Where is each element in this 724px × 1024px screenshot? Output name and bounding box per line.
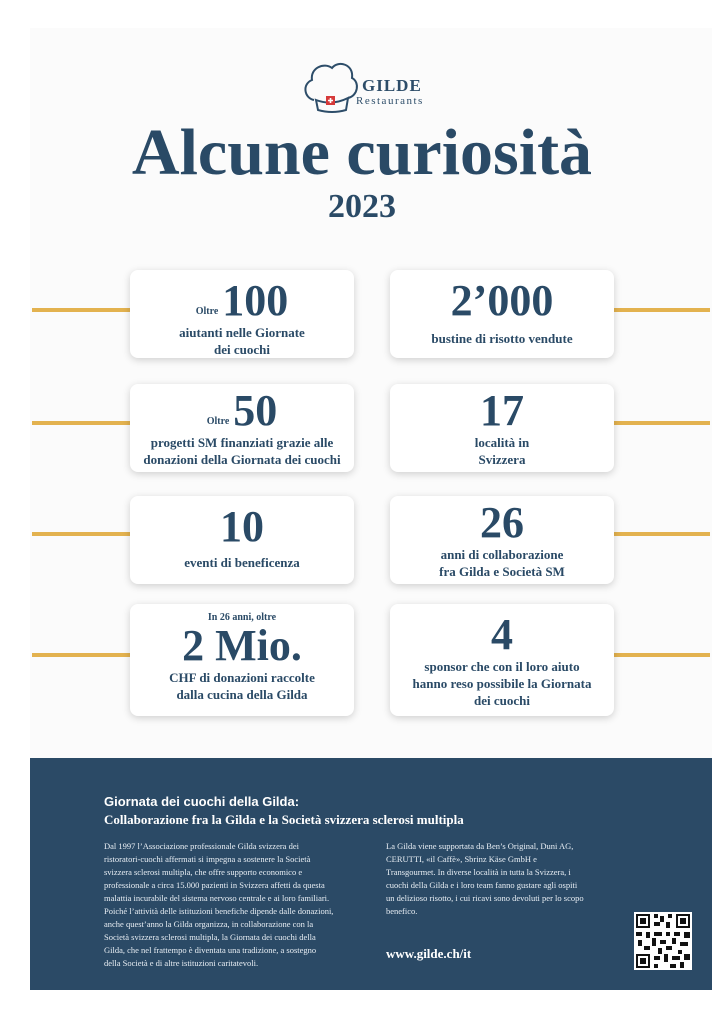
gold-line	[32, 532, 132, 536]
website-link[interactable]: www.gilde.ch/it	[386, 946, 472, 961]
stat-number: 100	[222, 276, 289, 325]
text-line: ristoratori-cuochi affermati si impegna a sostenere la Società	[104, 854, 311, 864]
stat-card	[130, 604, 354, 716]
stat-number: 4	[491, 610, 513, 659]
stat-description: aiutanti nelle Giornate	[179, 325, 305, 340]
stat-description: sponsor che con il loro aiuto	[424, 659, 580, 674]
gold-line	[612, 421, 710, 425]
text-line: Gilda, che nel frattempo è diventata una tradizione, a sostegno	[104, 945, 317, 955]
stat-description: eventi di beneficenza	[184, 555, 300, 570]
stat-prefix: In 26 anni, oltre	[207, 612, 277, 623]
stat-description: dei cuochi	[474, 693, 530, 708]
text-line: Poiché l’attività delle istituzioni benefiche dipende dalle donazioni,	[104, 906, 334, 916]
stat-number: 17	[480, 386, 524, 435]
page-year: 2023	[328, 188, 396, 225]
qr-code-icon[interactable]	[634, 912, 692, 970]
text-line: cuochi della Gilda e i loro team fanno gustare agli ospiti	[386, 880, 578, 890]
stat-number: 10	[220, 502, 264, 551]
page-title: Alcune curiosità	[131, 116, 593, 189]
stat-description: località in	[474, 435, 530, 450]
text-line: svizzera sclerosi multipla, che offre supporto economico e	[104, 867, 303, 877]
stat-number: 2’000	[450, 276, 554, 325]
text-line: benefico.	[386, 906, 418, 916]
stat-description: dei cuochi	[214, 342, 270, 357]
text-line: Dal 1997 l’Associazione professionale Gilda svizzera dei	[104, 841, 299, 851]
text-line: La Gilda viene supportata da Ben’s Original, Duni AG,	[386, 841, 574, 851]
text-line: Società svizzera sclerosi multipla, la Giornata dei cuochi della	[104, 932, 316, 942]
chef-hat-icon	[300, 56, 360, 114]
stat-number: 2 Mio.	[182, 621, 302, 670]
stat-description: CHF di donazioni raccolte	[169, 670, 315, 685]
gold-line	[612, 308, 710, 312]
logo-subtitle: Restaurants	[356, 95, 424, 107]
stat-card	[390, 496, 614, 584]
text-line: CERUTTI, «il Caffè», Sbrinz Käse GmbH e	[386, 854, 537, 864]
stat-prefix: Oltre	[195, 305, 219, 317]
stat-description: Svizzera	[478, 452, 526, 467]
gold-line	[32, 653, 132, 657]
footer-subheading: Collaborazione fra la Gilda e la Società svizzera sclerosi multipla	[104, 812, 464, 827]
stat-description: fra Gilda e Società SM	[439, 564, 565, 579]
stat-description: dalla cucina della Gilda	[176, 687, 308, 702]
gold-line	[32, 308, 132, 312]
stat-prefix: Oltre	[206, 415, 230, 427]
stat-description: bustine di risotto vendute	[431, 331, 573, 346]
gilde-logo	[300, 56, 450, 114]
stat-description: anni di collaborazione	[440, 547, 564, 562]
stat-card	[130, 496, 354, 584]
stat-card	[390, 604, 614, 716]
gold-line	[612, 653, 710, 657]
text-line: professionale a circa 15.000 pazienti in Svizzera affetti da questa	[104, 880, 325, 890]
stat-number: 50	[233, 386, 278, 435]
footer-heading: Giornata dei cuochi della Gilda:	[104, 794, 300, 809]
stat-card	[390, 270, 614, 358]
text-line: un delizioso risotto, i cui ricavi sono devoluti per lo scopo	[386, 893, 584, 903]
logo-name: GILDE	[362, 76, 422, 95]
stat-number: 26	[480, 498, 524, 547]
text-line: anche quest’anno la Gilda organizza, in collaborazione con la	[104, 919, 314, 929]
footer-panel	[30, 758, 712, 990]
stat-description: hanno reso possibile la Giornata	[412, 676, 592, 691]
text-line: Transgourmet. In diverse località in tutta la Svizzera, i	[386, 867, 571, 877]
footer-text-left	[104, 840, 374, 970]
stat-card	[130, 270, 354, 358]
gold-line	[32, 421, 132, 425]
footer-text-right	[386, 840, 636, 918]
gold-line	[612, 532, 710, 536]
stat-description: donazioni della Giornata dei cuochi	[143, 452, 341, 467]
stat-card	[390, 384, 614, 472]
text-line: della Società e di altre istituzioni caritatevoli.	[104, 958, 259, 968]
stat-card	[130, 384, 354, 472]
stat-description: progetti SM finanziati grazie alle	[150, 435, 334, 450]
text-line: malattia incurabile del sistema nervoso centrale e ai loro familiari.	[104, 893, 330, 903]
